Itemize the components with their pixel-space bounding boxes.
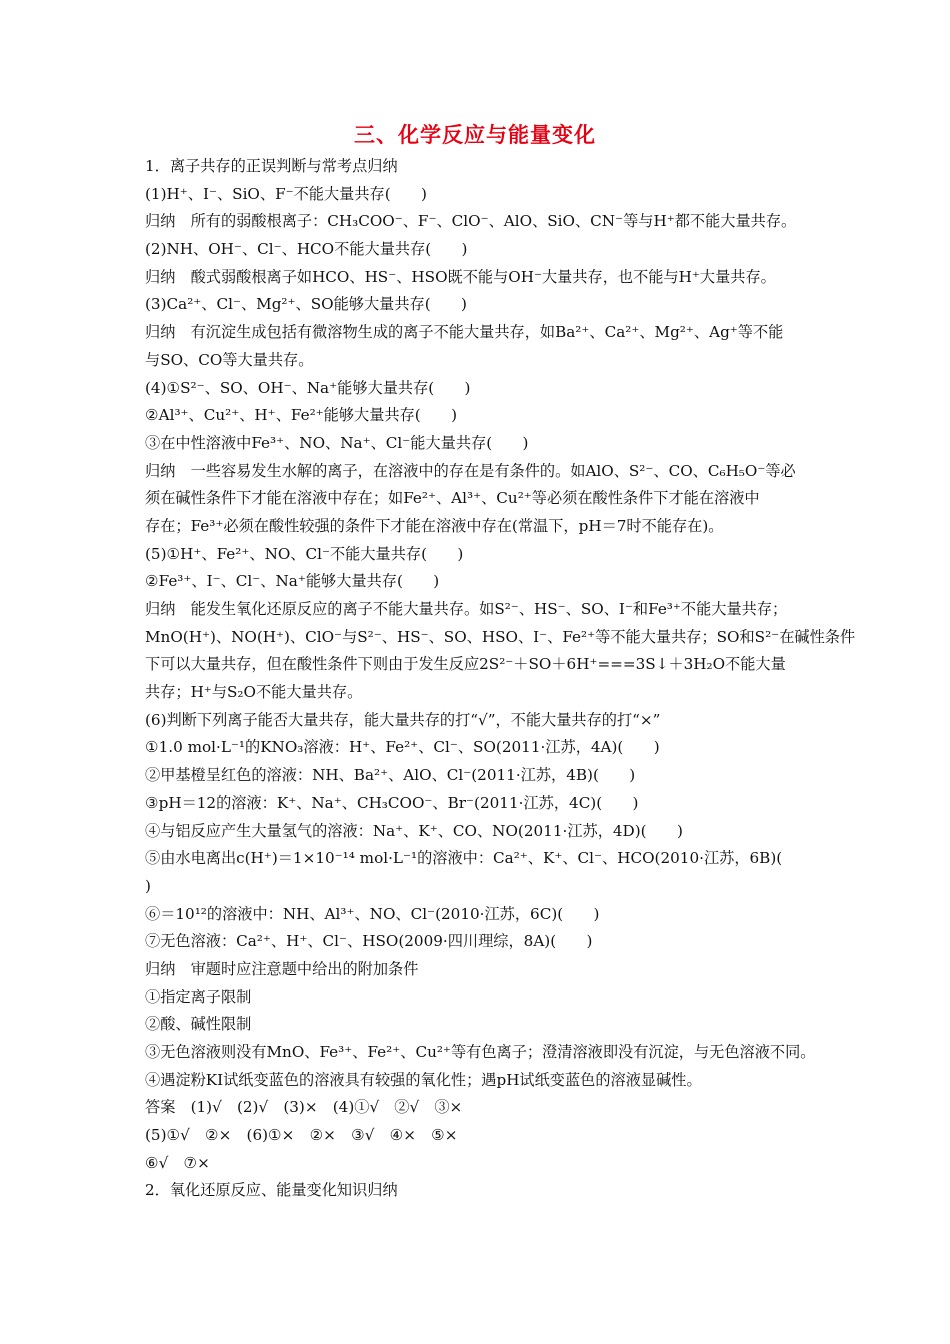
text-line: MnO(H⁺)、NO(H⁺)、ClO⁻与S²⁻、HS⁻、SO、HSO、I⁻、Fe²⁺等不能大量共存；SO和S²⁻在碱性条件 xyxy=(145,627,856,646)
text-line: ②Al³⁺、Cu²⁺、H⁺、Fe²⁺能够大量共存( ) xyxy=(145,406,458,425)
text-line: 归纳 一些容易发生水解的离子，在溶液中的存在是有条件的。如AlO、S²⁻、CO、C₆H₅O⁻等必 xyxy=(145,461,796,480)
text-line: ) xyxy=(145,876,151,895)
text-line: ⑤由水电离出c(H⁺)＝1×10⁻¹⁴ mol·L⁻¹的溶液中：Ca²⁺、K⁺、Cl⁻、HCO(2010·江苏，6B)( xyxy=(145,849,783,868)
text-line: ⑦无色溶液：Ca²⁺、H⁺、Cl⁻、HSO(2009·四川理综，8A)( ) xyxy=(145,932,593,951)
text-line: ③在中性溶液中Fe³⁺、NO、Na⁺、Cl⁻能大量共存( ) xyxy=(145,433,529,452)
text-line: 共存；H⁺与S₂O不能大量共存。 xyxy=(145,683,363,702)
text-line: (2)NH、OH⁻、Cl⁻、HCO不能大量共存( ) xyxy=(145,240,468,259)
text-line: 2．氧化还原反应、能量变化知识归纳 xyxy=(145,1181,398,1200)
text-line: ⑥√ ⑦× xyxy=(145,1153,210,1172)
text-line: 归纳 酸式弱酸根离子如HCO、HS⁻、HSO既不能与OH⁻大量共存，也不能与H⁺大量共存。 xyxy=(145,267,776,286)
text-line: 归纳 审题时应注意题中给出的附加条件 xyxy=(145,959,419,978)
text-line: ③pH＝12的溶液：K⁺、Na⁺、CH₃COO⁻、Br⁻(2011·江苏，4C)( ) xyxy=(145,793,639,812)
text-line: 下可以大量共存，但在酸性条件下则由于发生反应2S²⁻＋SO＋6H⁺===3S↓＋3H₂O不能大量 xyxy=(145,655,786,674)
section-title: 三、化学反应与能量变化 xyxy=(354,123,596,147)
text-line: ②甲基橙呈红色的溶液：NH、Ba²⁺、AlO、Cl⁻(2011·江苏，4B)( ) xyxy=(145,766,636,785)
text-line: ①1.0 mol·L⁻¹的KNO₃溶液：H⁺、Fe²⁺、Cl⁻、SO(2011·江苏，4A)( ) xyxy=(145,738,660,757)
text-line: 与SO、CO等大量共存。 xyxy=(145,350,314,369)
text-line: (5)①H⁺、Fe²⁺、NO、Cl⁻不能大量共存( ) xyxy=(145,544,464,563)
text-line: 1．离子共存的正误判断与常考点归纳 xyxy=(145,157,398,175)
document-body xyxy=(145,153,856,1205)
text-line: ④与铝反应产生大量氢气的溶液：Na⁺、K⁺、CO、NO(2011·江苏，4D)( ) xyxy=(145,821,683,840)
text-line: ②Fe³⁺、I⁻、Cl⁻、Na⁺能够大量共存( ) xyxy=(145,572,440,591)
text-line: 存在；Fe³⁺必须在酸性较强的条件下才能在溶液中存在(常温下，pH＝7时不能存在)。 xyxy=(145,516,724,535)
text-line: ②酸、碱性限制 xyxy=(145,1015,252,1034)
text-line: 归纳 所有的弱酸根离子：CH₃COO⁻、F⁻、ClO⁻、AlO、SiO、CN⁻等与H⁺都不能大量共存。 xyxy=(145,212,797,231)
text-line: (3)Ca²⁺、Cl⁻、Mg²⁺、SO能够大量共存( ) xyxy=(145,295,467,314)
text-line: 归纳 能发生氧化还原反应的离子不能大量共存。如S²⁻、HS⁻、SO、I⁻和Fe³⁺不能大量共存； xyxy=(145,600,788,618)
text-line: ③无色溶液则没有MnO、Fe³⁺、Fe²⁺、Cu²⁺等有色离子；澄清溶液即没有沉淀，与无色溶液不同。 xyxy=(145,1043,816,1061)
text-line: (6)判断下列离子能否大量共存，能大量共存的打“√”，不能大量共存的打“×” xyxy=(145,710,661,729)
text-line: 答案 (1)√ (2)√ (3)× (4)①√ ②√ ③× xyxy=(145,1098,463,1117)
text-line: 归纳 有沉淀生成包括有微溶物生成的离子不能大量共存，如Ba²⁺、Ca²⁺、Mg²⁺、Ag⁺等不能 xyxy=(145,323,784,342)
text-line: (4)①S²⁻、SO、OH⁻、Na⁺能够大量共存( ) xyxy=(145,378,471,397)
text-line: ④遇淀粉KI试纸变蓝色的溶液具有较强的氧化性；遇pH试纸变蓝色的溶液显碱性。 xyxy=(145,1070,702,1089)
text-line: 须在碱性条件下才能在溶液中存在；如Fe²⁺、Al³⁺、Cu²⁺等必须在酸性条件下才能在溶液中 xyxy=(145,489,760,508)
text-line: ⑥＝10¹²的溶液中：NH、Al³⁺、NO、Cl⁻(2010·江苏，6C)( ) xyxy=(145,904,600,923)
text-line: ①指定离子限制 xyxy=(145,987,252,1006)
text-line: (1)H⁺、I⁻、SiO、F⁻不能大量共存( ) xyxy=(145,184,427,203)
text-line: (5)①√ ②× (6)①× ②× ③√ ④× ⑤× xyxy=(145,1126,458,1145)
